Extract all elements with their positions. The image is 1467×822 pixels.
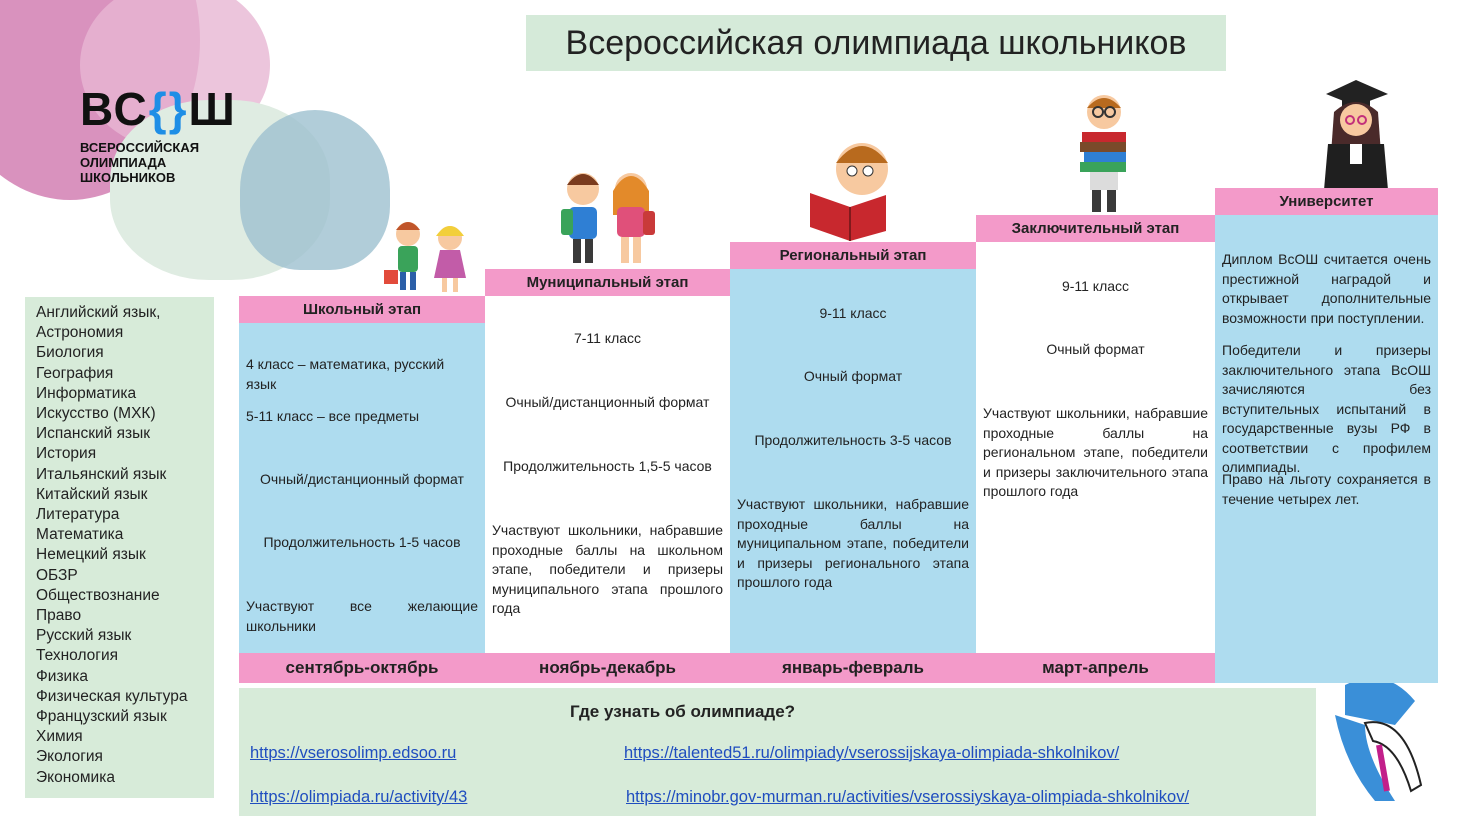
kids-walking-illustration xyxy=(553,165,663,269)
stage-municipal-grades: 7-11 класс xyxy=(573,330,642,346)
page-title: Всероссийская олимпиада школьников xyxy=(526,15,1226,71)
stage-municipal-date: ноябрь-декабрь xyxy=(485,653,730,683)
subject-item: Физическая культура xyxy=(36,687,188,705)
stage-final-participants: Участвуют школьники, набравшие проходные баллы на региональном этапе, победители и призеры заключительного этапа прошлого года xyxy=(983,405,1208,499)
stage-university-body xyxy=(1215,215,1438,683)
stage-school-grades-all: 5-11 класс – все предметы xyxy=(246,408,420,424)
logo-line-3: ШКОЛЬНИКОВ xyxy=(80,170,176,185)
subject-item: Обществознание xyxy=(36,586,160,604)
subject-item: Право xyxy=(36,607,82,625)
stage-final-date: март-апрель xyxy=(976,653,1215,683)
stage-school-title: Школьный этап xyxy=(239,296,485,323)
logo-mark-left: ВС xyxy=(80,83,149,135)
link-minobr-murman[interactable]: https://minobr.gov-murman.ru/activities/vserossiyskaya-olimpiada-shkolnikov/ xyxy=(626,788,1190,806)
subject-item: Немецкий язык xyxy=(36,546,146,564)
subject-item: Биология xyxy=(36,344,104,362)
subject-item: Экология xyxy=(36,748,103,766)
stage-regional-body xyxy=(730,269,976,653)
subject-item: Технология xyxy=(36,647,119,665)
link-vserosolimp[interactable]: https://vserosolimp.edsoo.ru xyxy=(250,744,457,762)
logo-line-1: ВСЕРОССИЙСКАЯ xyxy=(80,140,200,155)
subject-item: Литература xyxy=(36,506,120,524)
stage-school-date: сентябрь-октябрь xyxy=(239,653,485,683)
subject-item: Французский язык xyxy=(36,708,167,726)
subject-item: Китайский язык xyxy=(36,485,148,503)
stage-school-format: Очный/дистанционный формат xyxy=(260,471,464,487)
graduate-girl-illustration xyxy=(1318,72,1394,190)
link-olimpiada[interactable]: https://olimpiada.ru/activity/43 xyxy=(250,788,468,806)
stage-final-format: Очный формат xyxy=(1046,341,1145,357)
info-links-title: Где узнать об олимпиаде? xyxy=(570,702,796,721)
stage-school-body xyxy=(239,323,485,653)
subject-item: ОБЗР xyxy=(36,566,78,584)
subject-item: Итальянский язык xyxy=(36,465,167,483)
stage-municipal-title: Муниципальный этап xyxy=(485,269,730,296)
stage-final-body xyxy=(976,242,1215,653)
stage-regional-grades: 9-11 класс xyxy=(819,305,887,321)
stage-municipal-duration: Продолжительность 1,5-5 часов xyxy=(503,458,712,474)
subject-item: Химия xyxy=(36,728,83,746)
stage-school-duration: Продолжительность 1-5 часов xyxy=(263,534,461,550)
subject-item: География xyxy=(36,364,114,382)
stage-regional-title: Региональный этап xyxy=(730,242,976,269)
stage-university-diploma: Диплом ВсОШ считается очень престижной наградой и открывает дополнительные возможности при поступлении. xyxy=(1222,251,1431,326)
stage-municipal-format: Очный/дистанционный формат xyxy=(505,394,710,410)
subject-item: Математика xyxy=(36,526,124,544)
stage-regional-date: январь-февраль xyxy=(730,653,976,683)
logo-mark-right: Ш xyxy=(188,83,237,135)
subject-item: Информатика xyxy=(36,384,137,402)
subject-item: История xyxy=(36,445,97,463)
subject-item: Экономика xyxy=(36,768,115,786)
stage-school-participants: Участвуют все желающие школьники xyxy=(246,598,478,634)
subject-item: Искусство (МХК) xyxy=(36,405,156,423)
stage-school-grades: 4 класс – математика, русский язык xyxy=(246,356,445,392)
logo-text xyxy=(80,140,240,185)
logo-line-2: ОЛИМПИАДА xyxy=(80,155,167,170)
subject-item: Физика xyxy=(36,667,88,685)
decor-blob-blue xyxy=(240,110,390,270)
subject-item: Астрономия xyxy=(36,324,124,342)
link-talented51[interactable]: https://talented51.ru/olimpiady/vserossijskaya-olimpiada-shkolnikov/ xyxy=(624,744,1120,762)
logo-mark xyxy=(80,82,237,136)
stage-municipal-participants: Участвуют школьники, набравшие проходные баллы на школьном этапе, победители и призеры муниципального этапа прошлого года xyxy=(492,522,723,616)
subjects-list xyxy=(25,297,214,798)
stage-final-title: Заключительный этап xyxy=(976,215,1215,242)
stage-final-grades: 9-11 класс xyxy=(1061,278,1130,294)
stage-regional-participants: Участвуют школьники, набравшие проходные баллы на муниципальном этапе, победители и призеры регионального этапа прошлого года xyxy=(737,496,969,590)
kids-small-illustration xyxy=(378,212,486,296)
stage-municipal-body xyxy=(485,296,730,653)
subject-item: Английский язык, xyxy=(36,304,161,321)
boy-books-illustration xyxy=(1068,92,1138,216)
stage-regional-duration: Продолжительность 3-5 часов xyxy=(754,432,952,448)
stage-regional-format: Очный формат xyxy=(803,368,903,384)
subject-item: Испанский язык xyxy=(36,425,151,443)
stage-university-benefit: Право на льготу сохраняется в течение четырех лет. xyxy=(1222,471,1431,507)
stage-university-winners: Победители и призеры заключительного этапа ВсОШ зачисляются без вступительных испытаний в государственные вузы РФ в соответствии с профилем олимпиады. xyxy=(1222,342,1431,475)
subject-item: Русский язык xyxy=(36,627,132,645)
boy-reading-illustration xyxy=(806,135,896,241)
stage-university-title: Университет xyxy=(1215,188,1438,215)
logo-mark-braces: {} xyxy=(148,83,189,135)
